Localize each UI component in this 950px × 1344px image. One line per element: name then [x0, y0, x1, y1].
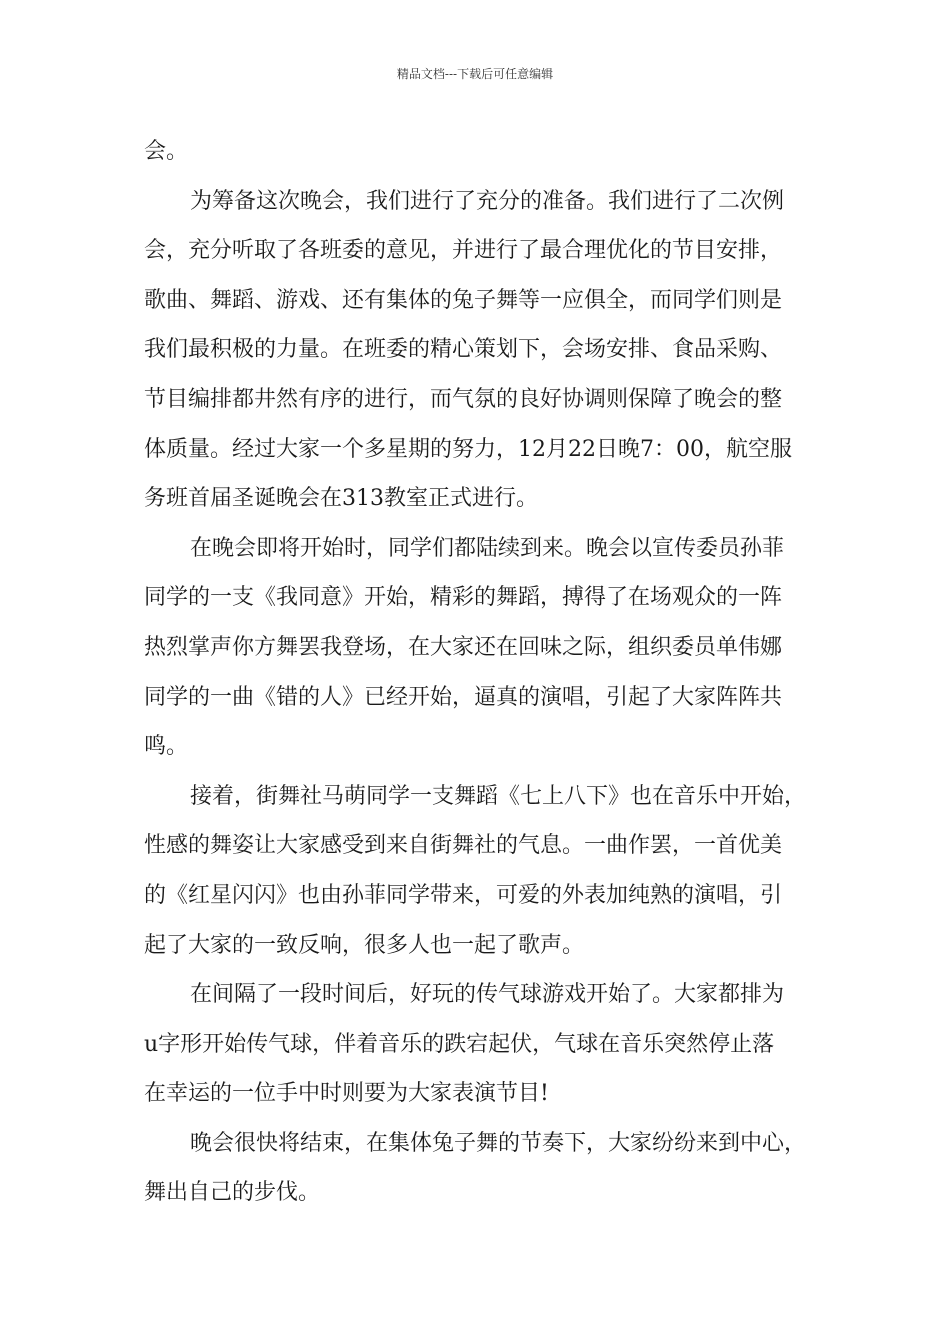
text-line: 鸣。: [144, 734, 189, 760]
paragraph-first-line: 在晚会即将开始时，同学们都陆续到来。晚会以宣传委员孙菲: [190, 535, 785, 561]
document-body: [144, 127, 824, 1218]
text-line: 歌曲、舞蹈、游戏、还有集体的兔子舞等一应俱全，而同学们则是: [144, 287, 783, 313]
text-line: 同学的一曲《错的人》已经开始，逼真的演唱，引起了大家阵阵共: [144, 684, 783, 710]
text-line: 热烈掌声你方舞罢我登场，在大家还在回味之际，组织委员单伟娜: [144, 634, 783, 660]
page-header: 精品文档---下载后可任意编辑: [396, 67, 554, 81]
text-line: 起了大家的一致反响，很多人也一起了歌声。: [144, 932, 585, 958]
paragraph-first-line: 为筹备这次晚会，我们进行了充分的准备。我们进行了二次例: [190, 188, 785, 214]
text-line: 节目编排都井然有序的进行，而气氛的良好协调则保障了晚会的整: [144, 386, 783, 412]
text-line: 会。: [144, 139, 189, 164]
text-line: 同学的一支《我同意》开始，精彩的舞蹈，搏得了在场观众的一阵: [144, 585, 783, 611]
text-line: u字形开始传气球，伴着音乐的跌宕起伏，气球在音乐突然停止落: [144, 1031, 775, 1057]
text-line: 体质量。经过大家一个多星期的努力，12月22日晚7：00，航空服: [144, 436, 792, 462]
paragraph-first-line: 晚会很快将结束，在集体兔子舞的节奏下，大家纷纷来到中心，: [190, 1130, 807, 1156]
text-line: 我们最积极的力量。在班委的精心策划下，会场安排、食品采购、: [144, 337, 783, 363]
text-line: 务班首届圣诞晚会在313教室正式进行。: [144, 486, 538, 512]
paragraph-first-line: 接着，街舞社马萌同学一支舞蹈《七上八下》也在音乐中开始，: [190, 783, 807, 809]
text-line: 会，充分听取了各班委的意见，并进行了最合理优化的节目安排，: [144, 238, 783, 264]
text-line: 的《红星闪闪》也由孙菲同学带来，可爱的外表加纯熟的演唱，引: [144, 882, 783, 908]
text-line: 在幸运的一位手中时则要为大家表演节目!: [144, 1081, 549, 1107]
paragraph-first-line: 在间隔了一段时间后，好玩的传气球游戏开始了。大家都排为: [190, 982, 785, 1008]
text-line: 性感的舞姿让大家感受到来自街舞社的气息。一曲作罢，一首优美: [144, 833, 783, 859]
text-line: 舞出自己的步伐。: [144, 1180, 321, 1206]
